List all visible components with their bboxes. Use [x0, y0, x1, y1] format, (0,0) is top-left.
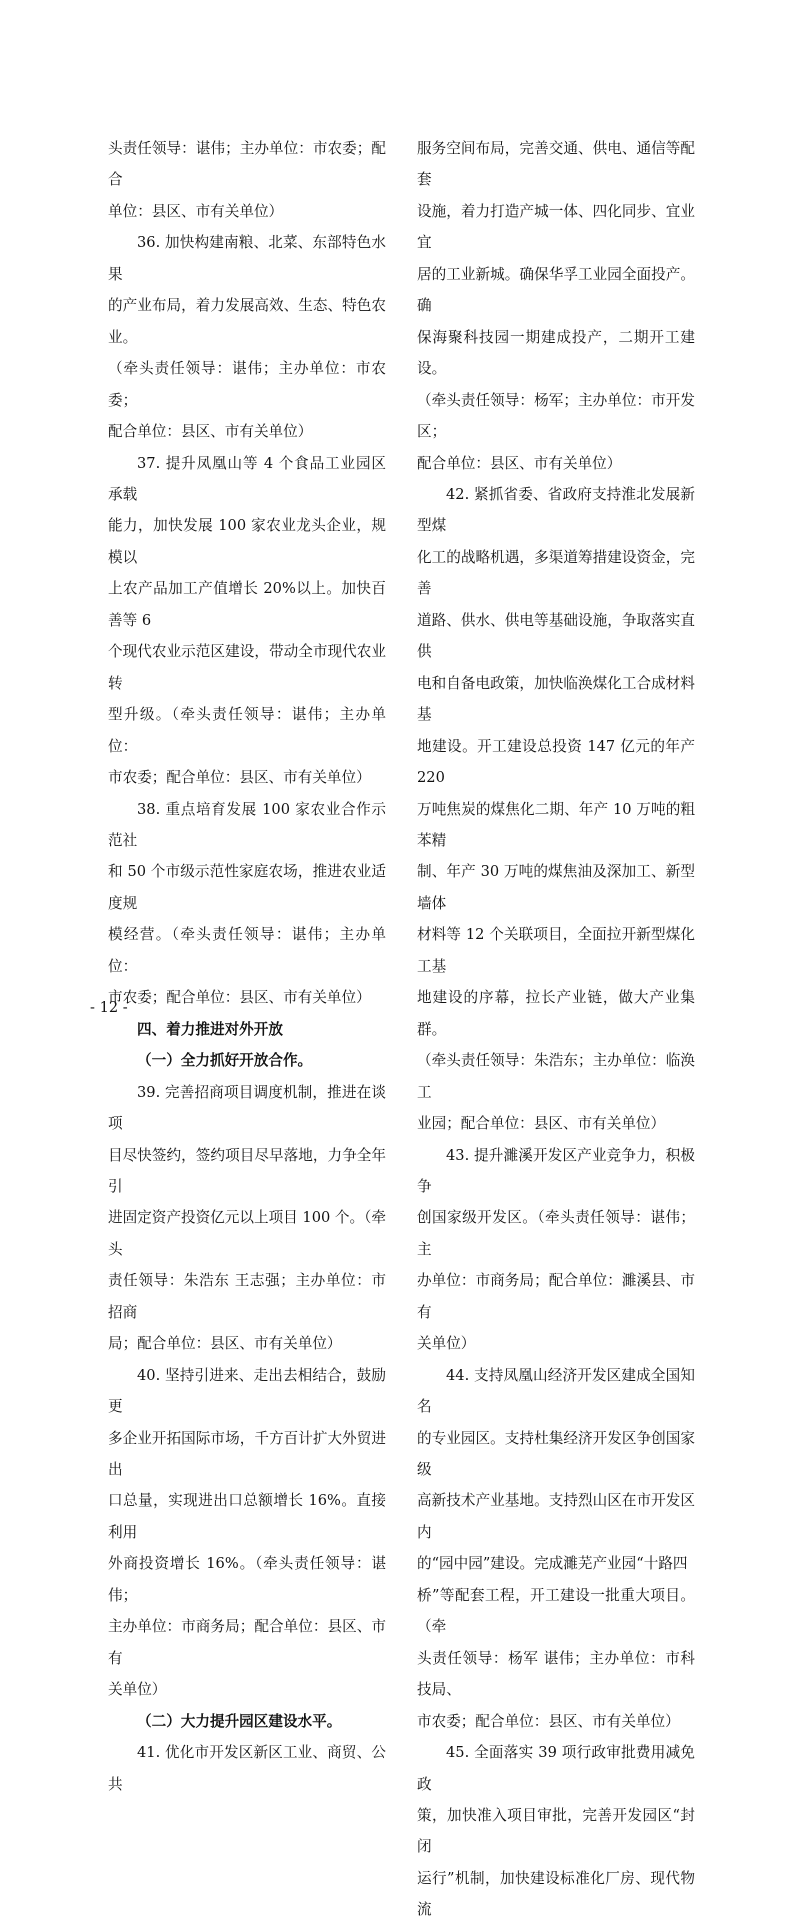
paragraph-41: 41. 优化市开发区新区工业、商贸、公共 — [108, 1744, 386, 1793]
right-column — [417, 133, 695, 1926]
paragraph-41-continuation: 服务空间布局，完善交通、供电、通信等配套 设施，着力打造产城一体、四化同步、宜业宜 居的工业新城。确保华孚工业园全面投产。确 保海聚科技园一期建成投产，二期开工建设。 （牵头责任领导：杨军；主办单位：市开发区； 配合单位：县区、市有关单位） — [417, 140, 695, 472]
paragraph-40: 40. 坚持引进来、走出去相结合，鼓励更 多企业开拓国际市场，千方百计扩大外贸进出 口总量，实现进出口总额增长 16%。直接利用 外商投资增长 16%。（牵头责任领导：谌伟； 主办单位：市商务局；配合单位：县区、市有 关单位） — [108, 1366, 386, 1699]
paragraph-37: 37. 提升凤凰山等 4 个食品工业园区承载 能力，加快发展 100 家农业龙头企业，规模以 上农产品加工产值增长 20%以上。加快百善等 6 个现代农业示范区建设，带动全市现代农业转 型升级。（牵头责任领导：谌伟；主办单位： 市农委；配合单位：县区、市有关单位） — [108, 454, 386, 787]
paragraph-43: 43. 提升濉溪开发区产业竞争力，积极争 创国家级开发区。（牵头责任领导：谌伟；主 办单位：市商务局；配合单位：濉溪县、市有 关单位） — [417, 1146, 695, 1353]
left-column — [108, 133, 386, 1800]
subsection-heading-2: （二）大力提升园区建设水平。 — [137, 1712, 342, 1730]
paragraph-39: 39. 完善招商项目调度机制，推进在谈项 目尽快签约，签约项目尽早落地，力争全年引 进固定资产投资亿元以上项目 100 个。（牵头 责任领导：朱浩东 王志强；主办单位：市招商 局；配合单位：县区、市有关单位） — [108, 1083, 386, 1353]
paragraph-42: 42. 紧抓省委、省政府支持淮北发展新型煤 化工的战略机遇，多渠道筹措建设资金，完善 道路、供水、供电等基础设施，争取落实直供 电和自备电政策，加快临涣煤化工合成材料基 地建设。开工建设总投资 147 亿元的年产 220 万吨焦炭的煤焦化二期、年产 10 万吨的粗苯精 制、年产 30 万吨的煤焦油及深加工、新型墙体 材料等 12 个关联项目，全面拉开新型煤化工基 地建设的序幕，拉长产业链，做大产业集群。 （牵头责任领导：朱浩东；主办单位：临涣工 业园；配合单位：县区、市有关单位） — [417, 485, 695, 1133]
paragraph-44: 44. 支持凤凰山经济开发区建成全国知名 的专业园区。支持杜集经济开发区争创国家级 高新技术产业基地。支持烈山区在市开发区内 的“园中园”建设。完成濉芜产业园“十路四 桥”等配套工程，开工建设一批重大项目。（牵 头责任领导：杨军 谌伟；主办单位：市科技局、 市农委；配合单位：县区、市有关单位） — [417, 1366, 695, 1730]
paragraph-38: 38. 重点培育发展 100 家农业合作示范社 和 50 个市级示范性家庭农场，推进农业适度规 模经营。（牵头责任领导：谌伟；主办单位： 市农委；配合单位：县区、市有关单位） — [108, 800, 386, 1007]
subsection-heading-1: （一）全力抓好开放合作。 — [137, 1052, 313, 1070]
page-number: - 12 - — [90, 999, 128, 1016]
section-heading-4: 四、着力推进对外开放 — [137, 1020, 283, 1038]
paragraph-continuation: 头责任领导：谌伟；主办单位：市农委；配合 单位：县区、市有关单位） — [108, 140, 386, 220]
paragraph-36: 36. 加快构建南粮、北菜、东部特色水果 的产业布局，着力发展高效、生态、特色农业。 （牵头责任领导：谌伟；主办单位：市农委； 配合单位：县区、市有关单位） — [108, 234, 386, 441]
paragraph-45: 45. 全面落实 39 项行政审批费用减免政 策，加快准入项目审批，完善开发园区“封闭 运行”机制，加快建设标准化厂房、现代物流 — [417, 1744, 695, 1919]
